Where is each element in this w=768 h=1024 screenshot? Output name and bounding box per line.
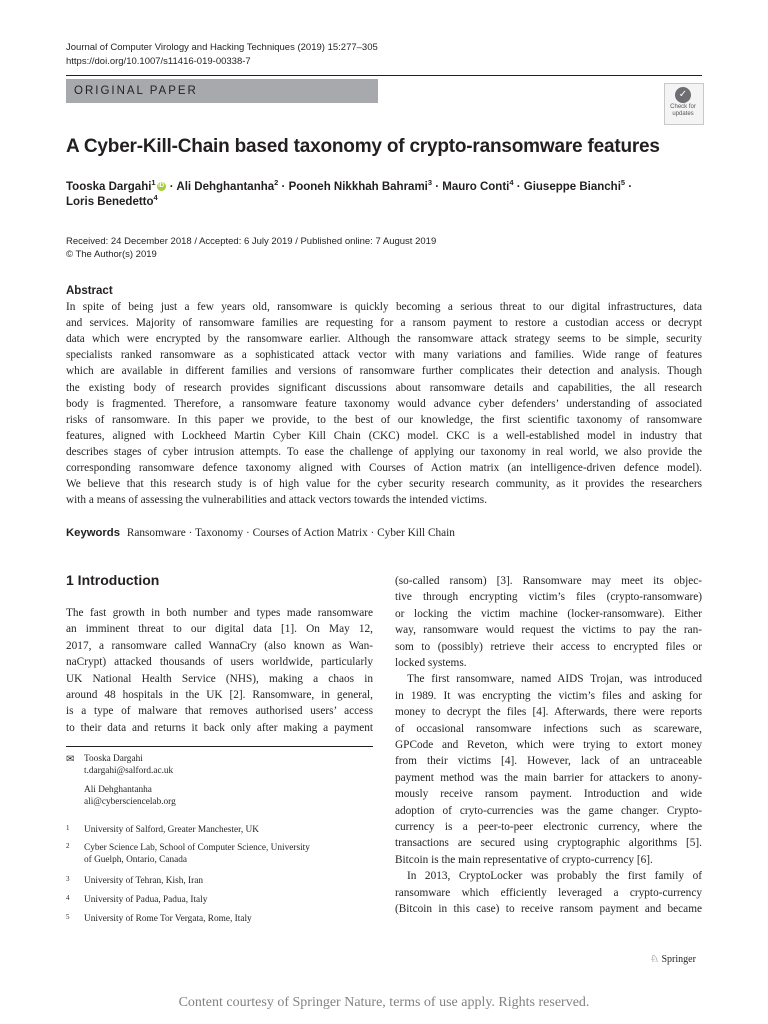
corresponding-author-name: Tooska Dargahi <box>84 754 143 764</box>
text-line: payment method was the main barrier for attackers to anony- <box>395 771 702 784</box>
text-line: the existing body of research provides significant discussions about ransomware details and capabilities, the all research <box>66 381 702 394</box>
text-line: with a means of assessing the vulnerabilities and attack vectors towards the intended victims. <box>66 494 488 507</box>
text-line: mously receive ransom payment. Introduction and wide <box>395 788 702 801</box>
author-list: Tooska Dargahi$^1$ iD · Ali Dehghantanha$^2$ · Pooneh Nikkhah Bahrami$^3$ · Mauro Conti$^4$ · Giuseppe Bianchi$^5$ · <box>66 178 633 193</box>
affiliation-text: of Guelph, Ontario, Canada <box>84 855 188 865</box>
text-line: data which were encrypted by the ransomware earlier. Although the ransomware attack strategy seems to be simple, security <box>66 333 702 346</box>
text-line: In spite of being just a few years old, ransomware is quickly becoming a serious threat to our digital infrastructures, data <box>66 301 702 313</box>
text-line: in 1989. It was encrypting the victim’s files and asking for <box>395 689 702 702</box>
text-line: risks of ransomware. In this paper we provide, to the best of our knowledge, the first scientific taxonomy of ransomware <box>66 413 702 426</box>
text-line: describes stages of cyber intrusion attempts. To ease the challenge of applying our taxonomy in real world, we also provide the <box>66 445 702 458</box>
affiliation-mark: 4 <box>153 193 158 203</box>
keywords-list: Ransomware · Taxonomy · Courses of Action Matrix · Cyber Kill Chain <box>126 527 455 539</box>
text-line: som to (possibly) retrieve their access to encrypted files or <box>395 640 702 653</box>
text-line: locked systems. <box>395 657 467 669</box>
text-line: The first ransomware, named AIDS Trojan, was introduced <box>407 673 702 686</box>
affiliation-text: University of Salford, Greater Manchester, UK <box>84 825 259 835</box>
orcid-icon[interactable]: iD <box>158 183 165 190</box>
affiliation-mark: 5 <box>620 178 626 188</box>
affiliation-number: 2 <box>66 842 70 850</box>
publisher-name: Springer <box>661 954 696 965</box>
affiliation-mark: 3 <box>427 178 433 188</box>
text-line: corresponding ransomware defence taxonomy aligned with Courses of Action matrix (an intelligence-driven defence model). <box>66 462 702 474</box>
author-name: Pooneh Nikkhah Bahrami <box>288 181 428 193</box>
author-list-continued <box>66 194 158 210</box>
abstract-heading: Abstract <box>66 285 113 297</box>
text-line: is a type of malware that removes authorised users’ access <box>66 705 373 718</box>
text-line: of occasional ransomware infections such as scareware, <box>395 722 702 735</box>
author-name: Giuseppe Bianchi <box>523 181 621 193</box>
author-name: Mauro Conti <box>442 181 510 193</box>
text-line: or locking the victim machine (locker-ransomware). Either <box>395 607 702 620</box>
keywords-label: Keywords <box>66 527 120 539</box>
corresponding-author-email[interactable]: ali@cybersciencelab.org <box>84 797 176 807</box>
text-line: naCrypt) attacked thousands of users worldwide, particularly <box>66 656 373 669</box>
springer-horse-icon: ♘ <box>650 954 659 965</box>
section-heading: 1 Introduction <box>66 572 160 588</box>
text-line: an imminent threat to our digital data [1]. On May 12, <box>66 623 373 636</box>
publisher-logo <box>650 953 696 967</box>
copyright-notice: © The Author(s) 2019 <box>66 249 157 260</box>
keywords <box>66 525 455 541</box>
text-line: way, ransomware would request the victims to pay the ran- <box>395 624 702 637</box>
envelope-icon: ✉ <box>66 754 75 765</box>
text-line: and services. Majority of ransomware families are requesting for a ransom payment to restore a custodian access or decrypt <box>66 317 702 330</box>
check-for-updates-text: Check for updates <box>670 104 696 117</box>
journal-citation: Journal of Computer Virology and Hacking Techniques (2019) 15:277–305 <box>66 42 378 53</box>
affiliation-text: University of Tehran, Kish, Iran <box>84 876 203 886</box>
author-name: Tooska Dargahi <box>66 181 152 193</box>
text-line: tive through encrypting victim’s files (crypto-ransomware) <box>395 591 702 604</box>
text-line: from their victims [4]. However, lack of an untraceable <box>395 755 702 768</box>
affiliation-number: 3 <box>66 875 70 883</box>
author-name: Loris Benedetto <box>66 196 154 208</box>
text-line: ransomware which efficiently leveraged a crypto-currency <box>395 886 702 899</box>
header-rule <box>66 75 702 76</box>
text-line: body is fragmented. Therefore, a ransomware feature taxonomy would advance cyber defenders’ understanding of associated <box>66 397 702 410</box>
text-line: 2017, a ransomware called WannaCry (also known as Wan- <box>66 639 373 652</box>
publication-dates: Received: 24 December 2018 / Accepted: 6 July 2019 / Published online: 7 August 2019 <box>66 236 437 247</box>
affiliation-mark: 2 <box>274 178 279 188</box>
text-line: which are available in different families and versions of ransomware further complicates their detection and analysis. Though <box>66 365 702 378</box>
text-line: features, aligned with Lockheed Martin Cyber Kill Chain (CKC) model. CKC is a well-established model in industry that <box>66 429 702 442</box>
affiliation-text: Cyber Science Lab, School of Computer Science, University <box>84 843 310 853</box>
text-line: transactions are secured using cryptographic algorithms [5]. <box>395 837 702 850</box>
bookmark-icon: ✓ <box>678 89 688 100</box>
text-line: adoption of cryto-currencies was the game changer. Crypto- <box>395 804 702 817</box>
footer-notice: Content courtesy of Springer Nature, terms of use apply. Rights reserved. <box>178 995 590 1010</box>
text-line: to their data and returns it back only after making a payment <box>66 721 373 734</box>
text-line: currency is a peer-to-peer electronic currency, where the <box>395 821 702 833</box>
affiliation-mark: 1 <box>151 178 156 188</box>
affiliation-text: University of Padua, Padua, Italy <box>84 895 208 905</box>
text-line: around 48 hospitals in the UK [2]. Ransomware, in general, <box>66 689 373 701</box>
author-name: Ali Dehghantanha <box>176 181 275 193</box>
doi-link[interactable]: https://doi.org/10.1007/s11416-019-00338-7 <box>66 56 251 67</box>
text-line: UK National Health Service (NHS), making a chaos in <box>66 672 373 685</box>
text-line: money to decrypt the files [4]. Afterwards, there were reports <box>395 706 702 719</box>
footnote-rule <box>66 746 373 747</box>
text-line: The fast growth in both number and types made ransomware <box>66 607 373 619</box>
text-line: specialists ranked ransomware as a sophisticated attack vector with many variations and families. Wide range of features <box>66 349 702 362</box>
text-line: In 2013, CryptoLocker was probably the first family of <box>407 870 702 883</box>
paper-title: A Cyber-Kill-Chain based taxonomy of crypto-ransomware features <box>66 136 660 157</box>
text-line: GPCode and Reveton, which were trying to extort money <box>395 739 702 751</box>
article-type-label: ORIGINAL PAPER <box>74 85 198 97</box>
affiliation-number: 4 <box>66 894 70 902</box>
text-line: (so-called ransom) [3]. Ransomware may meet its objec- <box>395 575 702 587</box>
affiliation-text: University of Rome Tor Vergata, Rome, Italy <box>84 914 252 924</box>
affiliation-number: 1 <box>66 824 70 832</box>
corresponding-author-name: Ali Dehghantanha <box>84 785 152 795</box>
text-line: (Bitcoin in this case) to receive ransom payment and became <box>395 903 702 915</box>
corresponding-author-email[interactable]: t.dargahi@salford.ac.uk <box>84 766 174 776</box>
text-line: Bitcoin is the main representative of crypto-currency [6]. <box>395 853 653 866</box>
affiliation-number: 5 <box>66 913 70 921</box>
text-line: We believe that this research study is of high value for the cyber security research community, as it provides the researchers <box>66 478 702 491</box>
affiliation-mark: 4 <box>509 178 514 188</box>
